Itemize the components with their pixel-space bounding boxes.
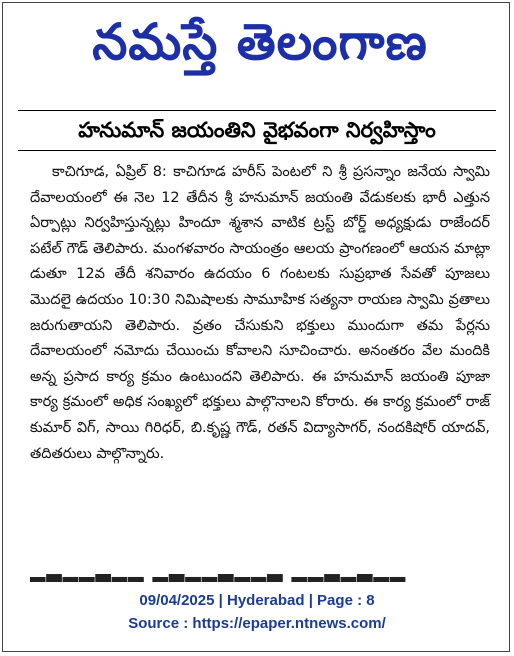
footer-date-line: 09/04/2025 | Hyderabad | Page : 8 xyxy=(139,592,375,609)
headline-top-rule xyxy=(18,110,496,111)
newspaper-masthead: నమస్తే తెలంగాణ xyxy=(92,13,428,71)
cropped-next-headline xyxy=(30,568,490,582)
cropped-headline-fragment: ▂▃▂▂▃▂▂ ▂▃▂▂▃▂▂▃ ▂▂▃▂▃▂▂ xyxy=(30,568,407,582)
article-paragraph: కాచిగూడ, ఏప్రిల్ 8: కాచిగూడ హరీస్ పెంటలో ని శ్రీ ప్రసన్నాం జనేయ స్వామి దేవాలయంలో ఈ నెల 12 తేదీన శ్రీ హనుమాన్ జయంతి వేడుకలకు భారీ ఎత్తున ఏర్పాట్లు నిర్వహిస్తున్నట్లు హిందూ శ్మశాన వాటిక ట్రస్ట్ బోర్డ్ అధ్యక్షుడు రాజేందర్ పటేల్ గౌడ్ తెలిపారు. మంగళవారం సాయంత్రం ఆలయ ప్రాంగణంలో ఆయన మాట్లా డుతూ 12వ తేదీ శనివారం ఉదయం 6 గంటలకు సుప్రభాత సేవతో పూజలు మొదలై ఉదయం 10:30 నిమిషాలకు సామూహిక సత్యనా రాయణ స్వామి వ్రతాలు జరుగుతాయని తెలిపారు. వ్రతం చేసుకుని భక్తులు ముందుగా తమ పేర్లను దేవాలయంలో నమోదు చేయించు కోవాలని సూచించారు. అనంతరం వేల మందికి అన్న ప్రసాద కార్య క్రమం ఉంటుందని తెలిపారు. ఈ హనుమాన్ జయంతి పూజా కార్య క్రమంలో అధిక సంఖ్యలో భక్తులు పాల్గొనాలని కోరారు. ఈ కార్య క్రమంలో రాజ్ కుమార్ విగ్, సాయి గిరిధర్, బి.కృష్ణ గౌడ్, రతన్ విద్యాసాగర్, నందకిషోర్ యాదవ్, తదితరులు పాల్గొన్నారు. xyxy=(30,164,490,462)
footer-source-line: Source : https://epaper.ntnews.com/ xyxy=(128,615,386,632)
article-headline: హనుమాన్ జయంతిని వైభవంగా నిర్వహిస్తాం xyxy=(78,118,436,142)
headline-bottom-rule xyxy=(18,150,496,151)
article-body xyxy=(30,160,490,560)
